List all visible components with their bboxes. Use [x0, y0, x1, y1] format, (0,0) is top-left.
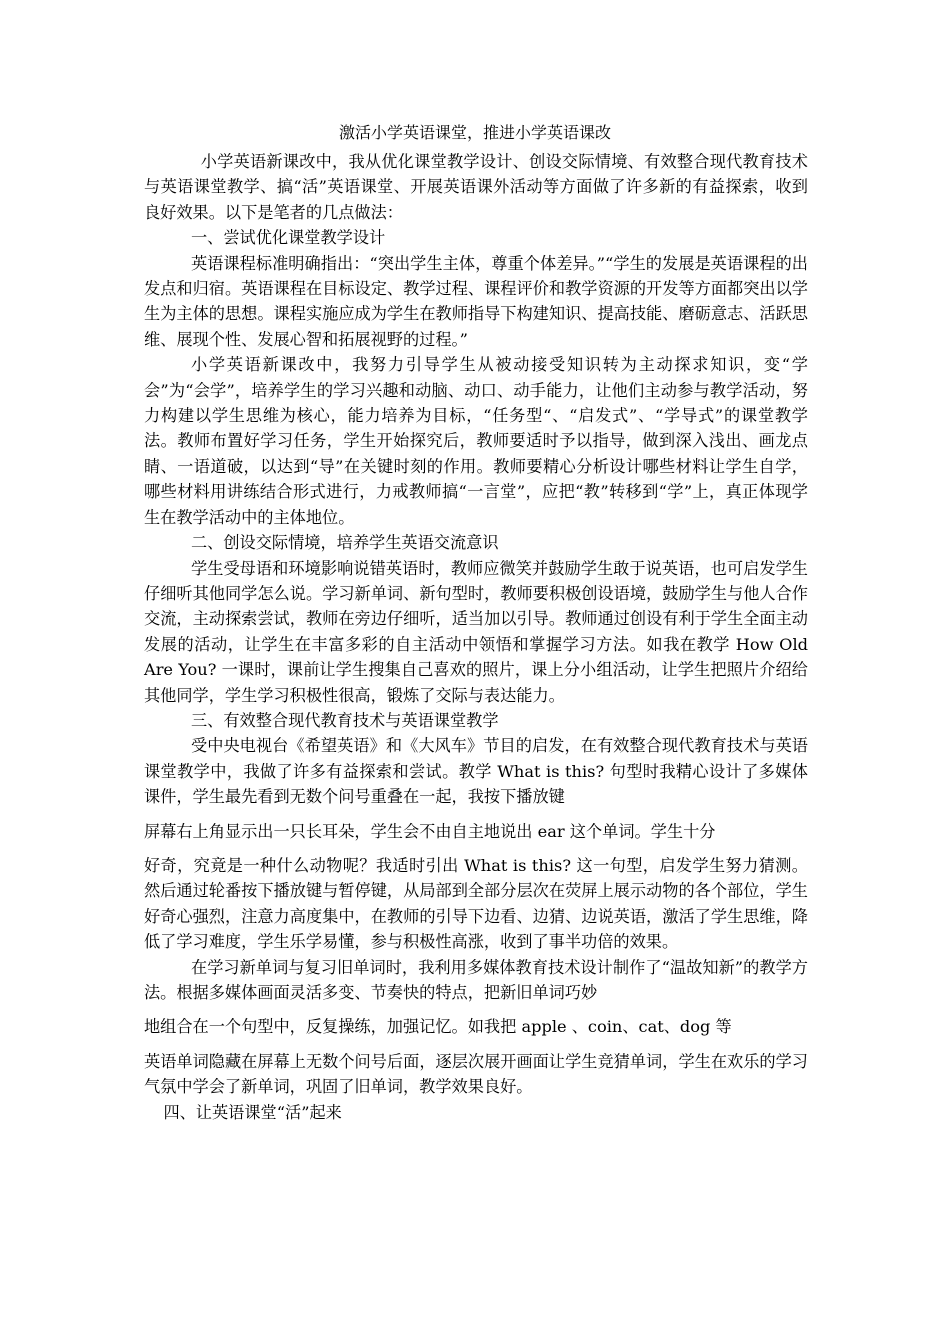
section-heading-4: 四、让英语课堂“活”起来 — [163, 1102, 342, 1122]
section-1-paragraph-2: 小学英语新课改中，我努力引导学生从被动接受知识转为主动探求知识，变“学会”为“会学”，培养学生的学习兴趣和动脑、动口、动手能力，让他们主动参与教学活动，努力构建以学生思维为核心，能力培养为目标，“任务型“、“启发式”、“学导式”的课堂教学法。教师布置好学习任务，学生开始探究后，教师要适时予以指导，做到深入浅出、画龙点睛、一语道破，以达到“导”在关键时刻的作用。教师要精心分析设计哪些材料让学生自学，哪些材料用讲练结合形式进行，力戒教师搞“一言堂”，应把“教”转移到“学”上，真正体现学生在教学活动中的主体地位。 — [144, 355, 808, 527]
section-3-paragraph-2-part-1: 在学习新单词与复习旧单词时，我利用多媒体教育技术设计制作了“温故知新”的教学方法。根据多媒体画面灵活多变、节奏快的特点，把新旧单词巧妙 — [144, 957, 808, 1002]
intro-paragraph: 小学英语新课改中，我从优化课堂教学设计、创设交际情境、有效整合现代教育技术与英语课堂教学、搞“活”英语课堂、开展英语课外活动等方面做了许多新的有益探索，收到良好效果。以下是笔者的几点做法： — [144, 152, 808, 222]
section-heading-3: 三、有效整合现代教育技术与英语课堂教学 — [190, 710, 499, 730]
section-3-paragraph-2-part-2: 地组合在一个句型中，反复操练，加强记忆。如我把 apple 、coin、cat、dog 等 — [144, 1017, 732, 1037]
document-body — [144, 149, 808, 1125]
section-1-paragraph-1: 英语课程标准明确指出：“突出学生主体，尊重个体差异。”“学生的发展是英语课程的出发点和归宿。英语课程在目标设定、教学过程、课程评价和教学资源的开发等方面都突出以学生为主体的思想。课程实施应成为学生在教师指导下构建知识、提高技能、磨砺意志、活跃思维、展现个性、发展心智和拓展视野的过程。” — [144, 253, 808, 349]
section-3-paragraph-1-part-3: 好奇，究竟是一种什么动物呢？我适时引出 What is this? 这一句型，启发学生努力猜测。然后通过轮番按下播放键与暂停键，从局部到全部分层次在荧屏上展示动物的各个部位，学生好奇心强烈，注意力高度集中，在教师的引导下边看、边猜、边说英语，激活了学生思维，降低了学习难度，学生乐学易懂，参与积极性高涨，收到了事半功倍的效果。 — [144, 855, 808, 952]
section-heading-1: 一、尝试优化课堂教学设计 — [190, 228, 386, 248]
section-heading-2: 二、创设交际情境，培养学生英语交流意识 — [190, 533, 499, 553]
section-2-paragraph-1: 学生受母语和环境影响说错英语时，教师应微笑并鼓励学生敢于说英语，也可启发学生仔细听其他同学怎么说。学习新单词、新句型时，教师要积极创设语境，鼓励学生与他人合作交流，主动探索尝试，教师在旁边仔细听，适当加以引导。教师通过创设有利于学生全面主动发展的活动，让学生在丰富多彩的自主活动中领悟和掌握学习方法。如我在教学 How Old Are You? 一课时，课前让学生搜集自己喜欢的照片，课上分小组活动，让学生把照片介绍给其他同学，学生学习积极性很高，锻炼了交际与表达能力。 — [144, 558, 808, 705]
document-title: 激活小学英语课堂，推进小学英语课改 — [338, 123, 611, 142]
section-3-paragraph-2-part-3: 英语单词隐藏在屏幕上无数个问号后面，逐层次展开画面让学生竞猜单词，学生在欢乐的学习气氛中学会了新单词，巩固了旧单词，教学效果良好。 — [144, 1051, 808, 1097]
section-3-paragraph-1-part-1: 受中央电视台《希望英语》和《大风车》节目的启发，在有效整合现代教育技术与英语课堂教学中，我做了许多有益探索和尝试。教学 What is this? 句型时我精心设计了多媒体课件，学生最先看到无数个问号重叠在一起，我按下播放键 — [144, 736, 808, 807]
section-3-paragraph-1-part-2: 屏幕右上角显示出一只长耳朵，学生会不由自主地说出 ear 这个单词。学生十分 — [144, 821, 716, 841]
